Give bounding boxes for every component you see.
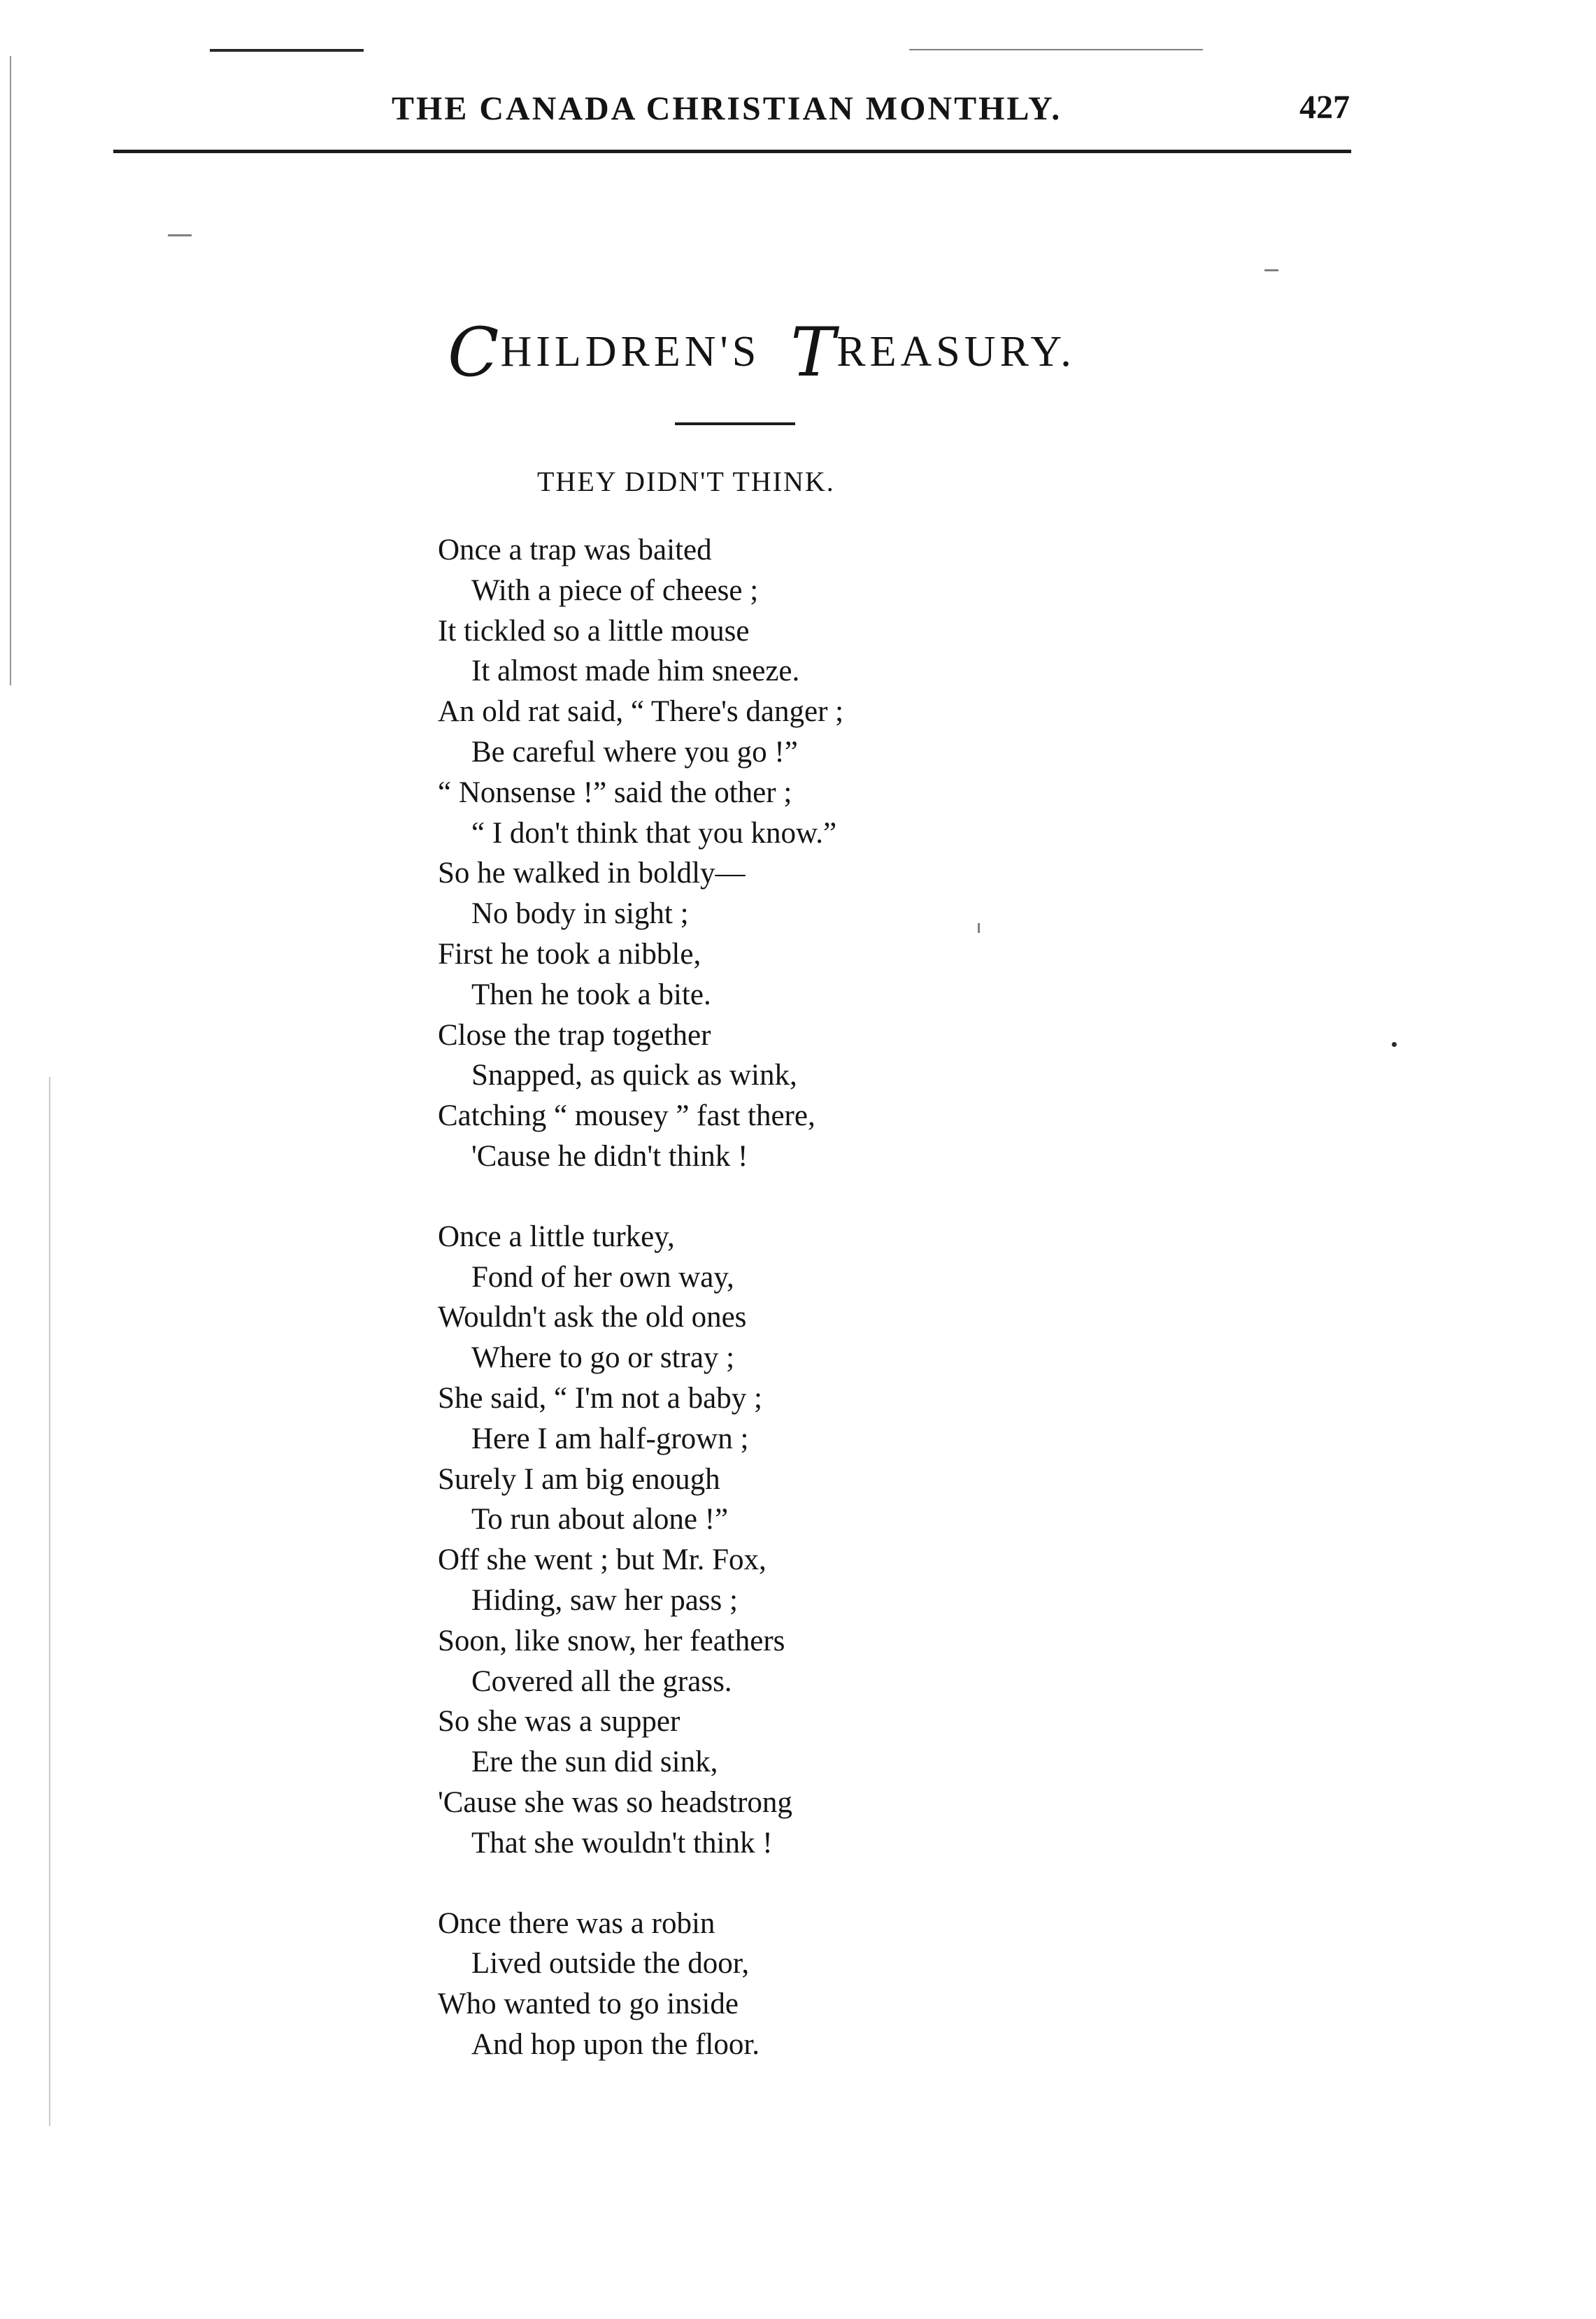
poem-line: That she wouldn't think ! [471, 1826, 773, 1860]
poem-line: Wouldn't ask the old ones [438, 1301, 747, 1334]
poem-line: Where to go or stray ; [471, 1341, 735, 1375]
scan-artifact-top-dash [909, 49, 1203, 50]
poem-line: 'Cause he didn't think ! [471, 1139, 748, 1173]
poem-line: So she was a supper [438, 1705, 681, 1739]
poem-line: To run about alone !” [471, 1503, 729, 1536]
poem-line: Close the trap together [438, 1018, 711, 1052]
poem-line: Off she went ; but Mr. Fox, [438, 1543, 767, 1577]
poem-line: Once a trap was baited [438, 534, 712, 566]
poem-line: 'Cause she was so headstrong [438, 1785, 792, 1819]
poem-line: Catching “ mousey ” fast there, [438, 1099, 815, 1133]
poem-line: With a piece of cheese ; [471, 573, 759, 607]
section-title [448, 313, 1076, 392]
poem-line: So he walked in boldly— [438, 857, 746, 890]
title-rule [675, 422, 795, 425]
poem-title: THEY DIDN'T THINK. [537, 466, 835, 497]
poem-line: Soon, like snow, her feathers [438, 1624, 785, 1657]
stanza-mouse [438, 530, 843, 1177]
poem-line: Surely I am big enough [438, 1462, 720, 1496]
poem-line: Fond of her own way, [471, 1260, 734, 1294]
running-head-title: THE CANADA CHRISTIAN MONTHLY. [392, 90, 1062, 127]
poem-line: She said, “ I'm not a baby ; [438, 1381, 762, 1415]
stanza-robin [438, 1904, 843, 2065]
poem-line: Snapped, as quick as wink, [471, 1059, 797, 1092]
poem-line: Then he took a bite. [471, 978, 711, 1011]
poem-line: “ I don't think that you know.” [471, 816, 837, 850]
poem-line: It tickled so a little mouse [438, 614, 750, 648]
stanza-turkey [438, 1217, 843, 1864]
scan-artifact-top-dash [210, 49, 364, 52]
scan-artifact-left-edge [49, 1077, 50, 2126]
poem-line: First he took a nibble, [438, 937, 701, 971]
poem-line: Be careful where you go !” [471, 735, 798, 769]
poem-line: It almost made him sneeze. [471, 655, 800, 688]
poem-line: And hop upon the floor. [471, 2027, 760, 2061]
poem-line: Here I am half-grown ; [471, 1422, 749, 1455]
page-number: 427 [1299, 89, 1350, 126]
poem-line: “ Nonsense !” said the other ; [438, 776, 792, 809]
scan-artifact-dot [1392, 1042, 1397, 1047]
poem-line: Once a little turkey, [438, 1220, 675, 1253]
poem-line: Hiding, saw her pass ; [471, 1583, 738, 1617]
poem-line: No body in sight ; [471, 897, 689, 931]
scan-artifact-left-edge [10, 56, 11, 685]
poem-line: Who wanted to go inside [438, 1988, 739, 2021]
poem-line: Once there was a robin [438, 1906, 715, 1940]
poem-line: Covered all the grass. [471, 1664, 732, 1698]
scan-artifact-dot [978, 923, 980, 933]
header-rule [113, 150, 1351, 153]
poem-body [438, 530, 843, 2105]
section-title-initial-c: C [448, 313, 499, 392]
scan-artifact-dash [1264, 269, 1278, 271]
section-title-word-1: HILDREN'S [500, 328, 761, 376]
poem-line: Lived outside the door, [471, 1947, 750, 1981]
scan-artifact-dash [168, 234, 192, 236]
section-title-word-2: REASURY. [836, 328, 1076, 376]
section-title-initial-t: T [790, 313, 836, 392]
poem-line: Ere the sun did sink, [471, 1746, 718, 1779]
poem-line: An old rat said, “ There's danger ; [438, 695, 844, 729]
